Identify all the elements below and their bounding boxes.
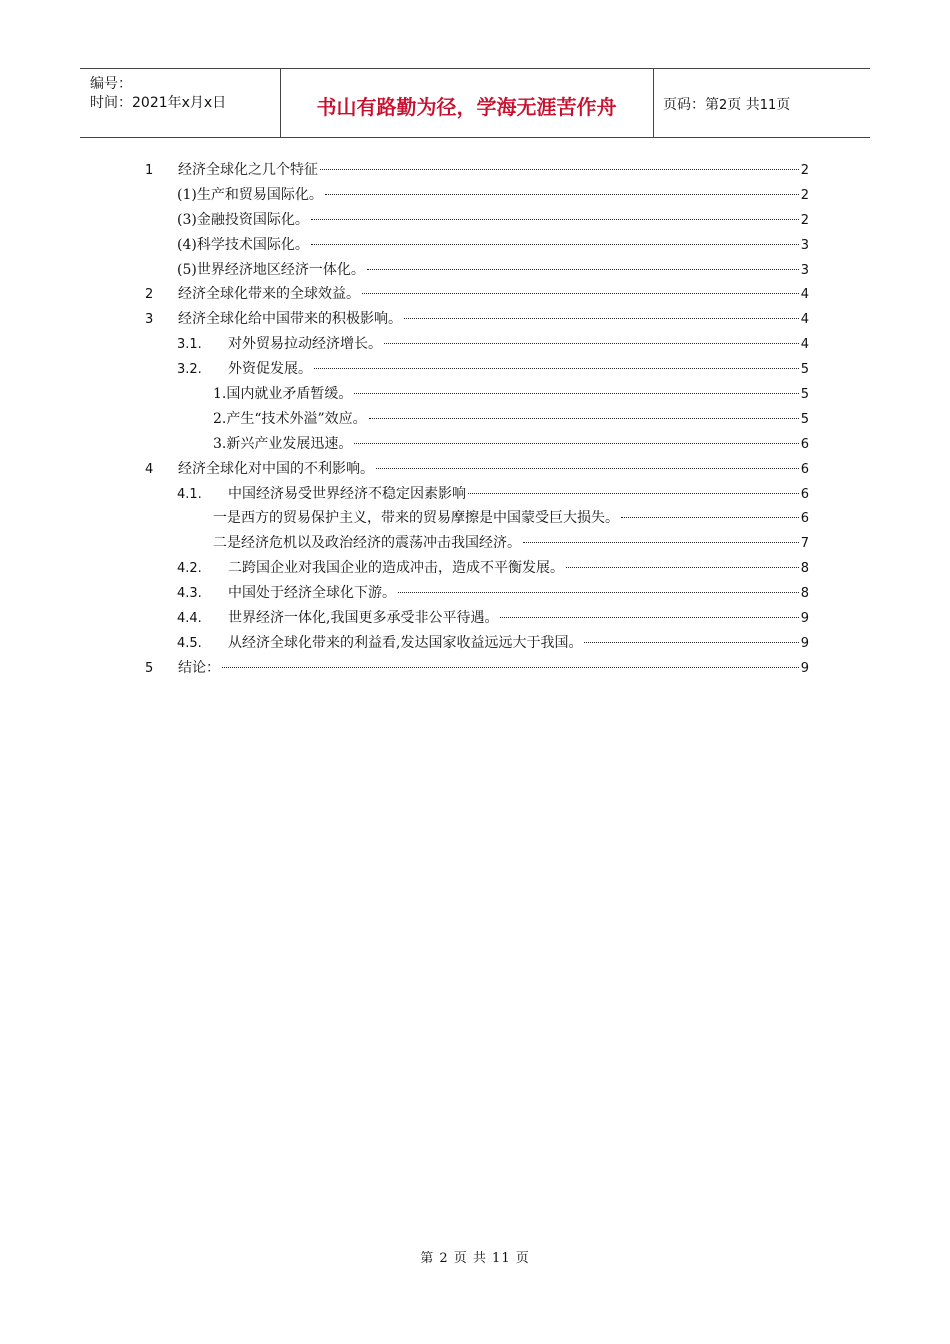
toc-dot-leader (566, 567, 799, 568)
toc-entry-title: 经济全球化对中国的不利影响。 (178, 460, 374, 477)
toc-dot-leader (384, 343, 799, 344)
toc-entry-number: 4.5. (177, 635, 202, 651)
toc-entry[interactable] (145, 482, 809, 507)
toc-entry-number: 4.1. (177, 486, 202, 502)
toc-entry[interactable] (145, 233, 809, 258)
page-code-total: 11 (759, 98, 777, 113)
toc-entry[interactable] (145, 307, 809, 332)
toc-entry-title: 中国处于经济全球化下游。 (228, 585, 396, 602)
toc-entry[interactable] (145, 606, 809, 631)
page-code-unit: 页 共 (727, 97, 760, 113)
toc-entry-title: 二跨国企业对我国企业的造成冲击，造成不平衡发展。 (228, 560, 564, 577)
toc-entry[interactable] (145, 556, 809, 581)
toc-entry-page: 5 (800, 411, 809, 427)
toc-entry-title: 外资促发展。 (228, 361, 312, 378)
toc-entry-number: 4.2. (177, 561, 202, 577)
toc-entry-page: 7 (800, 536, 809, 552)
header-motto-cell (280, 69, 654, 137)
toc-dot-leader (500, 617, 798, 618)
toc-entry-number: 5 (145, 660, 154, 676)
page-code-label: 页码：第 (663, 97, 719, 113)
toc-entry-page: 9 (800, 660, 809, 676)
header-meta-cell (80, 69, 281, 137)
toc-dot-leader (311, 219, 799, 220)
table-of-contents (145, 158, 809, 681)
toc-dot-leader (376, 468, 799, 469)
header-page-code (663, 94, 790, 114)
toc-entry-title: 一是西方的贸易保护主义，带来的贸易摩擦是中国蒙受巨大损失。 (213, 510, 619, 527)
toc-dot-leader (367, 269, 799, 270)
toc-entry-title: 对外贸易拉动经济增长。 (228, 336, 382, 353)
toc-entry-number: 4.4. (177, 611, 202, 627)
toc-entry-number: 3 (145, 312, 154, 328)
toc-entry-number: 2 (145, 287, 154, 303)
toc-entry-number: 3.2. (177, 362, 202, 378)
header-motto: 书山有路勤为径，学海无涯苦作舟 (316, 95, 617, 119)
toc-entry-page: 6 (800, 436, 809, 452)
toc-dot-leader (369, 418, 799, 419)
toc-entry[interactable] (145, 282, 809, 307)
toc-entry-page: 2 (800, 212, 809, 228)
toc-entry[interactable] (145, 581, 809, 606)
toc-entry-page: 5 (800, 362, 809, 378)
document-date: 时间：2021年x月x日 (90, 95, 227, 111)
toc-entry-page: 4 (800, 337, 809, 353)
toc-dot-leader (222, 667, 799, 668)
header-page-cell (653, 69, 870, 137)
toc-entry-title: 经济全球化给中国带来的积极影响。 (178, 311, 402, 328)
toc-entry[interactable] (145, 432, 809, 457)
toc-entry[interactable] (145, 357, 809, 382)
toc-dot-leader (523, 542, 799, 543)
toc-entry-title: 世界经济一体化,我国更多承受非公平待遇。 (228, 610, 499, 627)
page-footer: 第 2 页 共 11 页 (420, 1251, 530, 1266)
page-code-end: 页 (776, 97, 791, 113)
toc-dot-leader (354, 443, 798, 444)
toc-entry-title: (4)科学技术国际化。 (177, 236, 309, 253)
document-number-label: 编号： (90, 76, 132, 92)
toc-entry-number: 4.3. (177, 586, 202, 602)
toc-dot-leader (362, 293, 799, 294)
toc-entry-title: 1.国内就业矛盾暂缓。 (213, 386, 353, 403)
toc-dot-leader (404, 318, 799, 319)
toc-entry-page: 4 (800, 312, 809, 328)
toc-dot-leader (325, 194, 799, 195)
toc-entry-title: 经济全球化之几个特征 (178, 162, 318, 178)
toc-entry-title: (1)生产和贸易国际化。 (177, 186, 323, 203)
toc-entry-page: 2 (800, 163, 809, 178)
toc-entry[interactable] (145, 332, 809, 357)
toc-entry-page: 6 (800, 486, 809, 502)
toc-entry-page: 6 (800, 511, 809, 527)
toc-entry-page: 6 (800, 461, 809, 477)
page-code-current: 2 (719, 98, 728, 113)
toc-dot-leader (320, 169, 799, 170)
toc-entry-title: 二是经济危机以及政治经济的震荡冲击我国经济。 (213, 535, 521, 552)
toc-entry-number: 4 (145, 461, 154, 477)
toc-entry-page: 2 (800, 187, 809, 203)
toc-entry-page: 3 (800, 237, 809, 253)
toc-entry-page: 4 (800, 287, 809, 303)
toc-entry-number: 1 (145, 163, 154, 178)
toc-entry[interactable] (145, 382, 809, 407)
toc-entry-page: 8 (800, 586, 809, 602)
toc-entry[interactable] (145, 656, 809, 681)
toc-entry-title: 2.产生“技术外溢”效应。 (213, 410, 367, 427)
page-header (80, 68, 870, 138)
toc-entry[interactable] (145, 258, 809, 283)
toc-dot-leader (311, 244, 799, 245)
toc-entry[interactable] (145, 506, 809, 531)
toc-entry[interactable] (145, 407, 809, 432)
toc-entry-page: 9 (800, 635, 809, 651)
toc-entry[interactable] (145, 158, 809, 183)
toc-dot-leader (398, 592, 799, 593)
toc-entry-title: 中国经济易受世界经济不稳定因素影响 (228, 485, 466, 502)
toc-entry[interactable] (145, 531, 809, 556)
toc-dot-leader (621, 517, 799, 518)
toc-dot-leader (584, 642, 798, 643)
toc-entry-title: 3.新兴产业发展迅速。 (213, 435, 353, 452)
toc-entry[interactable] (145, 631, 809, 656)
toc-dot-leader (468, 493, 799, 494)
toc-dot-leader (354, 393, 798, 394)
toc-entry[interactable] (145, 457, 809, 482)
toc-entry-number: 3.1. (177, 337, 202, 353)
toc-entry[interactable] (145, 183, 809, 208)
toc-entry-title: 从经济全球化带来的利益看,发达国家收益远远大于我国。 (228, 634, 583, 651)
toc-entry-page: 9 (800, 611, 809, 627)
toc-dot-leader (314, 368, 799, 369)
toc-entry-page: 3 (800, 262, 809, 278)
toc-entry-title: (3)金融投资国际化。 (177, 211, 309, 228)
toc-entry[interactable] (145, 208, 809, 233)
toc-entry-title: 经济全球化带来的全球效益。 (178, 286, 360, 303)
toc-entry-title: (5)世界经济地区经济一体化。 (177, 261, 365, 278)
toc-entry-title: 结论： (178, 659, 220, 676)
toc-entry-page: 5 (800, 387, 809, 403)
toc-entry-page: 8 (800, 561, 809, 577)
